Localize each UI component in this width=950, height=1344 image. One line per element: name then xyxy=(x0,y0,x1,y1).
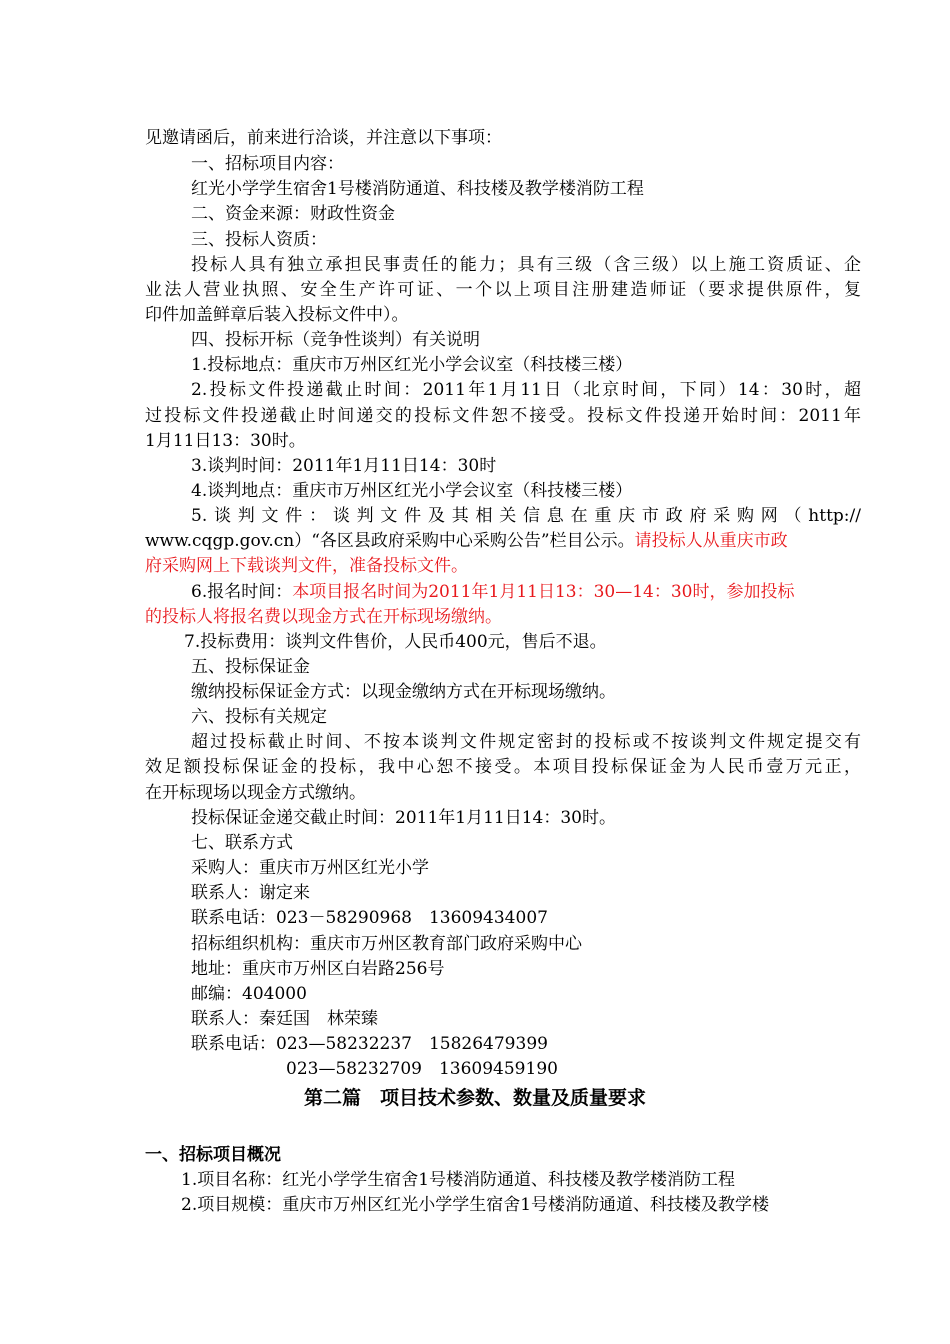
text-line: 过投标文件投递截止时间递交的投标文件恕不接受。投标文件投递开始时间：2011年 xyxy=(145,406,861,426)
text-line: 超过投标截止时间、不按本谈判文件规定密封的投标或不按谈判文件规定提交有 xyxy=(191,732,861,752)
chapter-title: 第二篇 项目技术参数、数量及质量要求 xyxy=(303,1087,646,1109)
contact-line: 招标组织机构：重庆市万州区教育部门政府采购中心 xyxy=(191,934,582,954)
section-heading: 四、投标开标（竞争性谈判）有关说明 xyxy=(191,330,480,350)
text-segment: 6.报名时间： xyxy=(191,582,293,602)
contact-line: 邮编：404000 xyxy=(191,984,307,1004)
contact-line: 联系电话：023－58290968 13609434007 xyxy=(191,908,548,928)
text-line: 7.投标费用：谈判文件售价，人民币400元，售后不退。 xyxy=(184,632,607,652)
contact-line: 联系电话：023—58232237 15826479399 xyxy=(191,1034,548,1054)
section-heading: 一、招标项目概况 xyxy=(145,1145,281,1165)
section-heading: 三、投标人资质： xyxy=(191,230,327,250)
highlight-text: 府采购网上下载谈判文件，准备投标文件。 xyxy=(145,556,468,576)
section-heading: 二、资金来源：财政性资金 xyxy=(191,204,395,224)
text-line xyxy=(191,580,950,604)
section-heading: 六、投标有关规定 xyxy=(191,707,327,727)
text-line: 3.谈判时间：2011年1月11日14：30时 xyxy=(191,456,497,476)
text-segment: www.cqgp.gov.cn）“各区县政府采购中心采购公告”栏目公示。 xyxy=(145,531,635,551)
contact-line: 联系人：谢定来 xyxy=(191,883,310,903)
contact-line: 采购人：重庆市万州区红光小学 xyxy=(191,858,429,878)
text-line: 投标人具有独立承担民事责任的能力；具有三级（含三级）以上施工资质证、企 xyxy=(191,255,861,275)
text-line: 效足额投标保证金的投标，我中心恕不接受。本项目投标保证金为人民币壹万元正， xyxy=(145,757,861,777)
text-line: 红光小学学生宿舍1号楼消防通道、科技楼及教学楼消防工程 xyxy=(191,179,644,199)
contact-line: 联系人：秦廷国 林荣臻 xyxy=(191,1009,378,1029)
contact-line: 023—58232709 13609459190 xyxy=(286,1059,558,1079)
text-line xyxy=(145,529,950,553)
section-heading: 五、投标保证金 xyxy=(191,657,310,677)
highlight-text: 的投标人将报名费以现金方式在开标现场缴纳。 xyxy=(145,607,502,627)
text-line: 在开标现场以现金方式缴纳。 xyxy=(145,783,366,803)
text-line: 2.项目规模：重庆市万州区红光小学学生宿舍1号楼消防通道、科技楼及教学楼 xyxy=(181,1195,770,1215)
section-heading: 一、招标项目内容： xyxy=(191,154,344,174)
contact-line: 地址：重庆市万州区白岩路256号 xyxy=(191,959,445,979)
highlight-text: 本项目报名时间为2011年1月11日13：30—14：30时，参加投标 xyxy=(292,582,795,602)
section-heading: 七、联系方式 xyxy=(191,833,293,853)
highlight-text: 请投标人从重庆市政 xyxy=(634,531,788,551)
text-line: 投标保证金递交截止时间：2011年1月11日14：30时。 xyxy=(191,808,616,828)
text-line: 1.投标地点：重庆市万州区红光小学会议室（科技楼三楼） xyxy=(191,355,633,375)
text-line: 见邀请函后，前来进行洽谈，并注意以下事项： xyxy=(145,128,502,148)
text-line: 1月11日13：30时。 xyxy=(145,431,306,451)
text-line: 5.谈判文件：谈判文件及其相关信息在重庆市政府采购网（http:// xyxy=(191,506,861,526)
text-line: 印件加盖鲜章后装入投标文件中）。 xyxy=(145,305,409,325)
text-line: 2.投标文件投递截止时间：2011年1月11日（北京时间，下同）14：30时，超 xyxy=(191,380,861,400)
text-line: 缴纳投标保证金方式：以现金缴纳方式在开标现场缴纳。 xyxy=(191,682,616,702)
text-line: 4.谈判地点：重庆市万州区红光小学会议室（科技楼三楼） xyxy=(191,481,633,501)
text-line: 1.项目名称：红光小学学生宿舍1号楼消防通道、科技楼及教学楼消防工程 xyxy=(181,1170,736,1190)
text-line: 业法人营业执照、安全生产许可证、一个以上项目注册建造师证（要求提供原件，复 xyxy=(145,280,861,300)
